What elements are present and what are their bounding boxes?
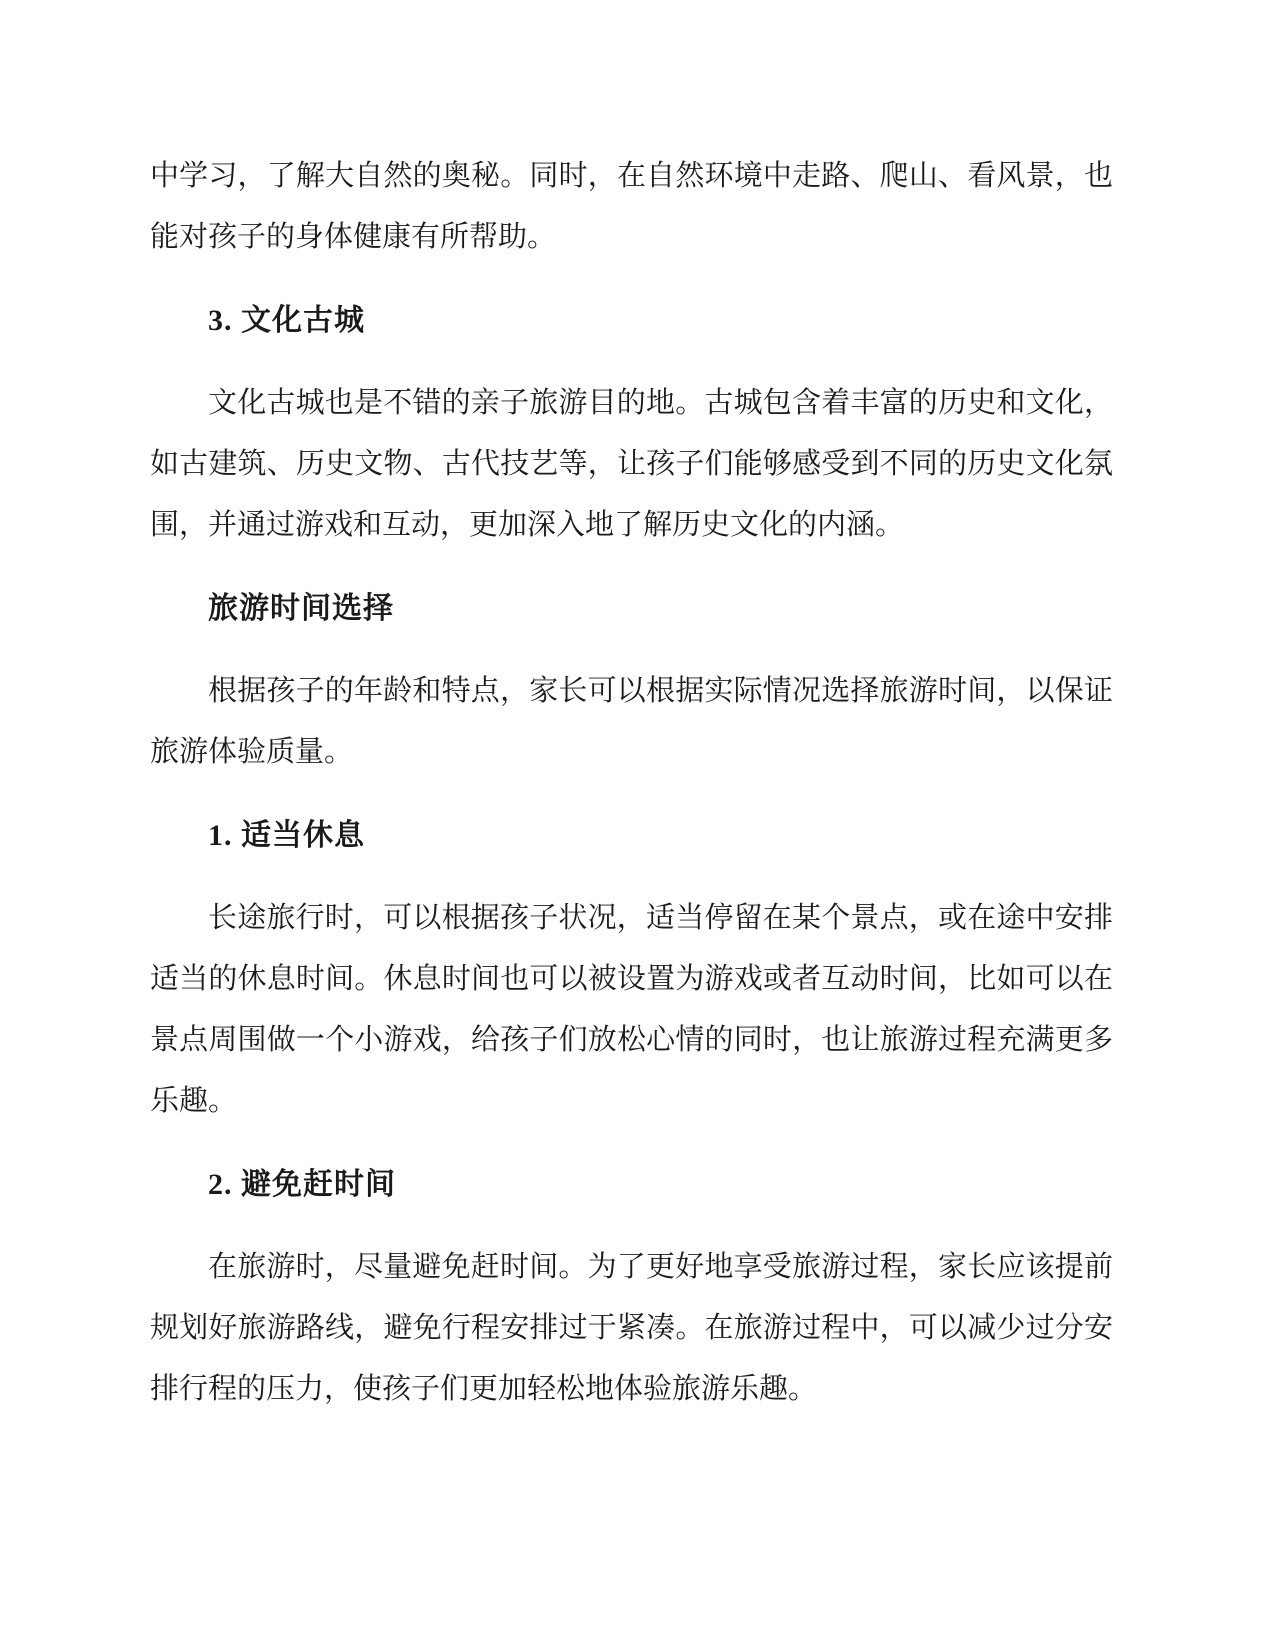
text-line: 规划好旅游路线，避免行程安排过于紧凑。在旅游过程中，可以减少过分安	[150, 1312, 1113, 1344]
text-line: 中学习，了解大自然的奥秘。同时，在自然环境中走路、爬山、看风景，也	[150, 160, 1113, 192]
paragraph	[150, 146, 1113, 268]
paragraph	[150, 888, 1113, 1132]
text-line: 适当的休息时间。休息时间也可以被设置为游戏或者互动时间，比如可以在	[150, 963, 1113, 995]
text-line: 能对孩子的身体健康有所帮助。	[150, 221, 557, 253]
paragraph	[150, 1237, 1113, 1420]
text-line: 根据孩子的年龄和特点，家长可以根据实际情况选择旅游时间，以保证	[208, 675, 1113, 707]
text-line: 景点周围做一个小游戏，给孩子们放松心情的同时，也让旅游过程充满更多	[150, 1024, 1113, 1056]
section-heading: 旅游时间选择	[208, 592, 394, 625]
section-heading: 3. 文化古城	[208, 304, 365, 337]
text-line: 围，并通过游戏和互动，更加深入地了解历史文化的内涵。	[150, 509, 905, 541]
text-line: 在旅游时，尽量避免赶时间。为了更好地享受旅游过程，家长应该提前	[208, 1251, 1113, 1283]
text-line: 文化古城也是不错的亲子旅游目的地。古城包含着丰富的历史和文化，	[208, 387, 1113, 419]
paragraph	[150, 373, 1113, 556]
section-heading: 2. 避免赶时间	[208, 1168, 396, 1201]
text-line: 旅游体验质量。	[150, 736, 354, 768]
text-line: 如古建筑、历史文物、古代技艺等，让孩子们能够感受到不同的历史文化氛	[150, 448, 1113, 480]
document-body	[150, 146, 1113, 1442]
text-line: 乐趣。	[150, 1085, 238, 1117]
section-heading: 1. 适当休息	[208, 819, 365, 852]
text-line: 长途旅行时，可以根据孩子状况，适当停留在某个景点，或在途中安排	[208, 902, 1113, 934]
text-line: 排行程的压力，使孩子们更加轻松地体验旅游乐趣。	[150, 1373, 818, 1405]
paragraph	[150, 661, 1113, 783]
